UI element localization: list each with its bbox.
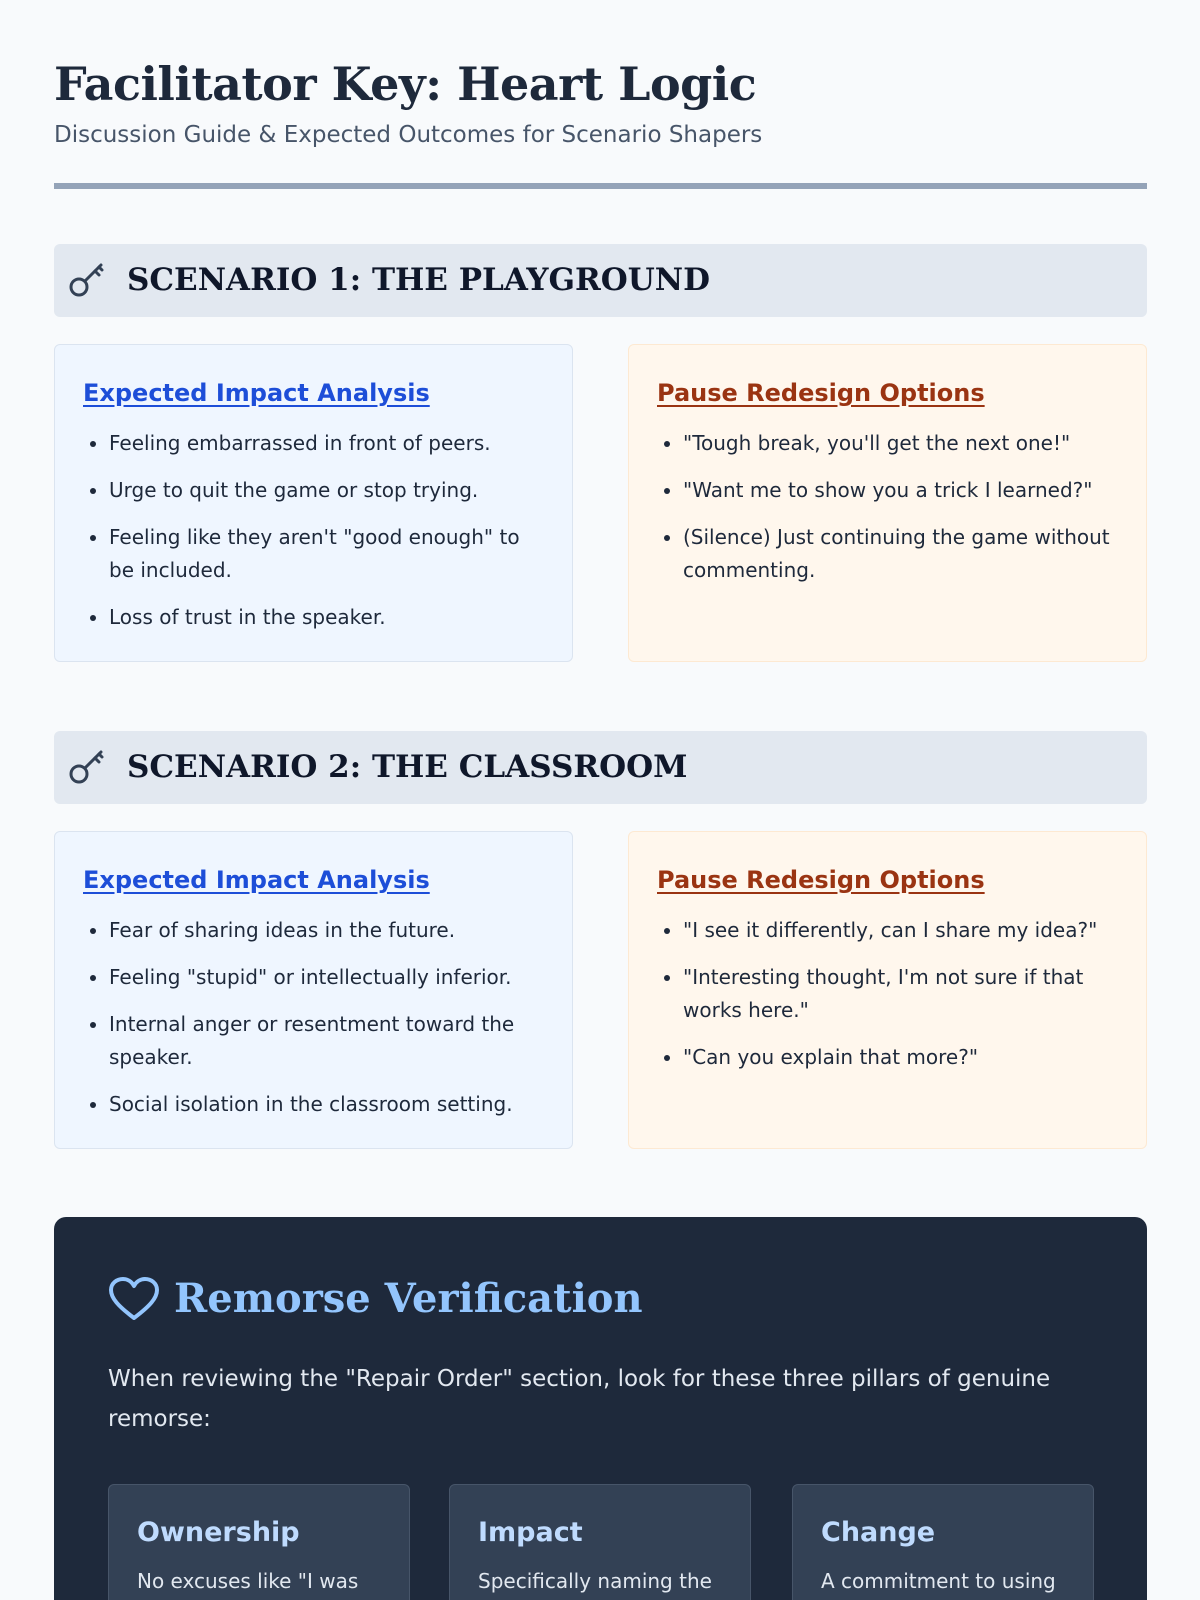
scenario-2-pause-card [628,831,1147,1149]
scenario-2-impact-card [54,831,573,1149]
list-item: • Feeling embarrassed in front of peers. [109,427,546,460]
list-item: • Feeling like they aren't "good enough" to be included. [109,521,546,587]
pause-heading: Pause Redesign Options [657,866,985,894]
scenario-2-header [54,731,1147,804]
scenario-title: SCENARIO 1: THE PLAYGROUND [127,262,710,298]
impact-list [83,427,546,634]
remorse-title: Remorse Verification [174,1275,643,1322]
pillar-impact [449,1484,751,1600]
scenario-1-header [54,244,1147,317]
list-item: • "Interesting thought, I'm not sure if that works here." [683,961,1120,1027]
pause-list [657,427,1120,587]
pause-heading: Pause Redesign Options [657,379,985,407]
impact-list [83,914,546,1121]
pause-list [657,914,1120,1074]
pillar-name: Impact [478,1517,583,1548]
scenario-title: SCENARIO 2: THE CLASSROOM [127,749,688,785]
list-item: • Feeling "stupid" or intellectually inferior. [109,961,546,994]
list-item: • "Tough break, you'll get the next one!" [683,427,1120,460]
pillar-description: A commitment to using [821,1569,1056,1593]
page-subtitle: Discussion Guide & Expected Outcomes for Scenario Shapers [54,122,763,148]
list-item: • Loss of trust in the speaker. [109,601,546,634]
header-divider [54,183,1147,189]
key-icon [68,748,106,786]
scenario-1-pause-card [628,344,1147,662]
list-item: • "Want me to show you a trick I learned?" [683,474,1120,507]
pillar-change [792,1484,1094,1600]
list-item: • "Can you explain that more?" [683,1041,1120,1074]
list-item: • "I see it differently, can I share my idea?" [683,914,1120,947]
pillar-ownership [108,1484,410,1600]
remorse-intro: When reviewing the "Repair Order" section, look for these three pillars of genuine remorse: [108,1366,1051,1432]
list-item: • Social isolation in the classroom setting. [109,1088,546,1121]
remorse-verification-panel [54,1217,1147,1600]
page-title: Facilitator Key: Heart Logic [54,57,757,111]
impact-heading: Expected Impact Analysis [83,866,430,894]
list-item: • Fear of sharing ideas in the future. [109,914,546,947]
impact-heading: Expected Impact Analysis [83,379,430,407]
pillar-description: Specifically naming the [478,1569,712,1593]
pillar-description: No excuses like "I was [137,1569,359,1593]
list-item: • Internal anger or resentment toward the speaker. [109,1008,546,1074]
key-icon [68,261,106,299]
list-item: • Urge to quit the game or stop trying. [109,474,546,507]
scenario-1-impact-card [54,344,573,662]
list-item: • (Silence) Just continuing the game without commenting. [683,521,1120,587]
heart-icon [108,1276,160,1322]
pillar-name: Ownership [137,1517,300,1548]
pillar-name: Change [821,1517,936,1548]
